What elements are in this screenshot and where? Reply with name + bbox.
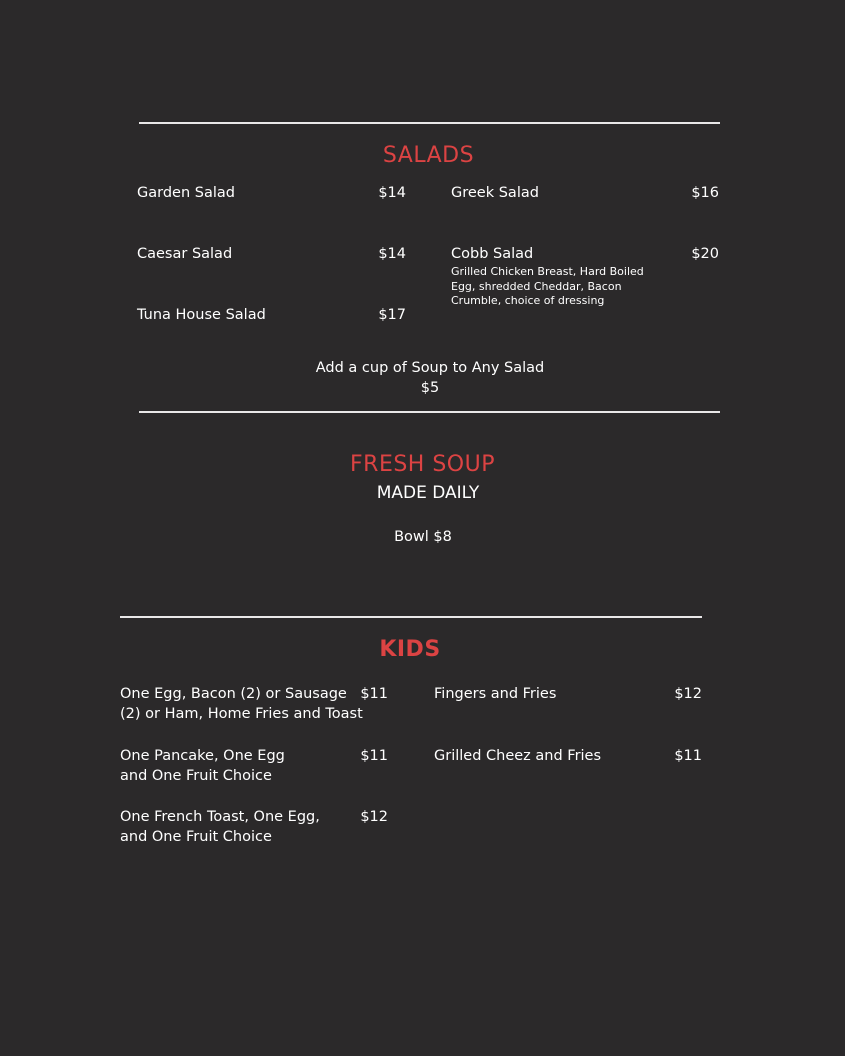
salads-heading: SALADS xyxy=(382,143,475,168)
kids-fingers-name: Fingers and Fries xyxy=(434,686,557,702)
salad-cobb-description: Grilled Chicken Breast, Hard Boiled Egg, shredded Cheddar, Bacon Crumble, choice of dressing xyxy=(451,265,644,307)
salad-garden-price: $14 xyxy=(378,185,406,201)
soup-heading: FRESH SOUP xyxy=(350,452,495,477)
kids-pancake-name: One Pancake, One Egg and One Fruit Choice xyxy=(120,748,285,784)
kids-heading: KIDS xyxy=(379,637,441,662)
kids-egg-breakfast-price: $11 xyxy=(360,686,388,702)
kids-egg-breakfast-name: One Egg, Bacon (2) or Sausage (2) or Ham, Home Fries and Toast xyxy=(120,686,363,722)
salad-addon-price: $5 xyxy=(420,380,440,396)
kids-grilled-cheez-price: $11 xyxy=(674,748,702,764)
salad-greek-name: Greek Salad xyxy=(451,185,539,201)
soup-bowl-price: Bowl $8 xyxy=(394,529,452,545)
divider-kids-top xyxy=(120,616,702,618)
kids-french-toast-price: $12 xyxy=(360,809,388,825)
salad-tuna-price: $17 xyxy=(378,307,406,323)
salad-caesar-name: Caesar Salad xyxy=(137,246,233,262)
kids-pancake-price: $11 xyxy=(360,748,388,764)
salad-garden-name: Garden Salad xyxy=(137,185,235,201)
divider-top xyxy=(139,122,720,124)
kids-fingers-price: $12 xyxy=(674,686,702,702)
salad-greek-price: $16 xyxy=(691,185,719,201)
kids-grilled-cheez-name: Grilled Cheez and Fries xyxy=(434,748,602,764)
salad-caesar-price: $14 xyxy=(378,246,406,262)
kids-french-toast-name: One French Toast, One Egg, and One Fruit Choice xyxy=(120,809,320,845)
salad-cobb-name: Cobb Salad xyxy=(451,246,534,262)
divider-salads-bottom xyxy=(139,411,720,413)
salad-cobb-price: $20 xyxy=(691,246,719,262)
salad-addon-text: Add a cup of Soup to Any Salad xyxy=(315,360,545,376)
salad-tuna-name: Tuna House Salad xyxy=(137,307,266,323)
soup-subheading: MADE DAILY xyxy=(376,483,480,503)
